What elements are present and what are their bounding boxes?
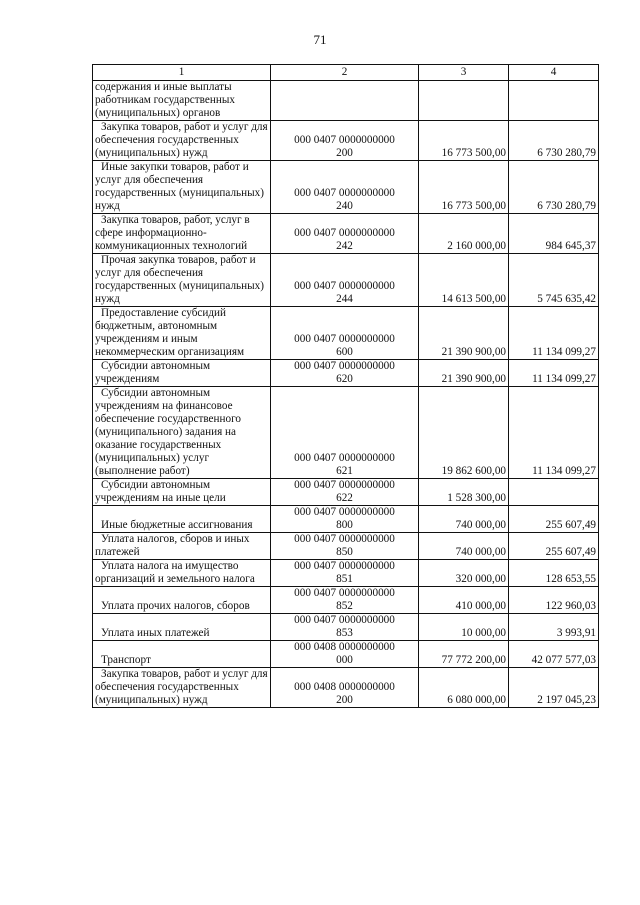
row-executed-amount: 255 607,49 <box>509 506 599 533</box>
row-code <box>271 214 419 254</box>
table-row <box>93 560 599 587</box>
row-executed-amount: 255 607,49 <box>509 533 599 560</box>
row-code-line: 000 0407 0000000000 <box>294 360 395 372</box>
row-name-text: Иные бюджетные ассигнования <box>101 519 253 531</box>
row-code-line: 621 <box>336 465 353 477</box>
row-plan-amount: 410 000,00 <box>419 587 509 614</box>
row-name <box>93 81 271 121</box>
column-header: 3 <box>419 65 509 81</box>
table-row <box>93 533 599 560</box>
row-name-text: Закупка товаров, работ, услуг в сфере информационно-коммуникационных технологий <box>95 214 250 252</box>
table-row <box>93 307 599 360</box>
row-code-line: 000 0407 0000000000 <box>294 479 395 491</box>
column-header: 2 <box>271 65 419 81</box>
row-name-text: Субсидии автономным учреждениям <box>95 360 211 385</box>
table-header-row <box>93 65 599 81</box>
row-name <box>93 479 271 506</box>
row-name-text: Уплата прочих налогов, сборов <box>101 600 250 612</box>
row-plan-amount: 1 528 300,00 <box>419 479 509 506</box>
table-row <box>93 360 599 387</box>
row-executed-amount: 128 653,55 <box>509 560 599 587</box>
row-name <box>93 560 271 587</box>
row-code <box>271 161 419 214</box>
row-name-text: содержания и иные выплаты работникам государственных (муниципальных) органов <box>95 81 235 119</box>
row-name <box>93 506 271 533</box>
row-code <box>271 533 419 560</box>
row-executed-amount: 2 197 045,23 <box>509 668 599 708</box>
row-code <box>271 81 419 121</box>
row-plan-amount: 16 773 500,00 <box>419 121 509 161</box>
row-executed-amount: 122 960,03 <box>509 587 599 614</box>
row-name-text: Субсидии автономным учреждениям на финансовое обеспечение государственного (муниципального) задания на оказание государственных (муниципальных) услуг (выполнение работ) <box>95 387 241 477</box>
row-code-line: 200 <box>336 694 353 706</box>
row-name <box>93 668 271 708</box>
row-code <box>271 587 419 614</box>
row-code-line: 851 <box>336 573 353 585</box>
page-number: 71 <box>313 32 327 47</box>
table-row <box>93 506 599 533</box>
row-executed-amount <box>509 81 599 121</box>
table-row <box>93 254 599 307</box>
row-name-text: Предоставление субсидий бюджетным, автономным учреждениям и иным некоммерческим организациям <box>95 307 245 358</box>
row-code-line: 000 0407 0000000000 <box>294 452 395 464</box>
row-code-line: 000 0407 0000000000 <box>294 227 395 239</box>
row-name <box>93 307 271 360</box>
row-executed-amount: 6 730 280,79 <box>509 121 599 161</box>
table-row <box>93 214 599 254</box>
row-code <box>271 254 419 307</box>
row-plan-amount: 16 773 500,00 <box>419 161 509 214</box>
row-code-line: 620 <box>336 373 353 385</box>
row-code-line: 852 <box>336 600 353 612</box>
row-executed-amount: 984 645,37 <box>509 214 599 254</box>
row-plan-amount: 740 000,00 <box>419 533 509 560</box>
row-code-line: 000 <box>336 654 353 666</box>
row-executed-amount: 6 730 280,79 <box>509 161 599 214</box>
row-plan-amount: 10 000,00 <box>419 614 509 641</box>
row-code-line: 000 0407 0000000000 <box>294 134 395 146</box>
row-name <box>93 360 271 387</box>
row-code <box>271 387 419 479</box>
row-code-line: 000 0407 0000000000 <box>294 187 395 199</box>
table-row <box>93 161 599 214</box>
row-code-line: 000 0408 0000000000 <box>294 681 395 693</box>
row-code <box>271 307 419 360</box>
column-header: 4 <box>509 65 599 81</box>
row-code-line: 850 <box>336 546 353 558</box>
table-row <box>93 81 599 121</box>
row-name <box>93 641 271 668</box>
row-code-line: 242 <box>336 240 353 252</box>
row-name <box>93 121 271 161</box>
row-name-text: Иные закупки товаров, работ и услуг для обеспечения государственных (муниципальных) нужд <box>95 161 264 212</box>
row-code-line: 000 0407 0000000000 <box>294 614 395 626</box>
row-name <box>93 254 271 307</box>
budget-table <box>92 64 599 708</box>
row-plan-amount: 21 390 900,00 <box>419 360 509 387</box>
row-code <box>271 506 419 533</box>
row-code-line: 853 <box>336 627 353 639</box>
table-row <box>93 641 599 668</box>
row-executed-amount: 11 134 099,27 <box>509 387 599 479</box>
row-plan-amount: 740 000,00 <box>419 506 509 533</box>
row-plan-amount: 320 000,00 <box>419 560 509 587</box>
row-code <box>271 560 419 587</box>
row-executed-amount: 3 993,91 <box>509 614 599 641</box>
row-code-line: 000 0407 0000000000 <box>294 333 395 345</box>
table-row <box>93 121 599 161</box>
row-code-line: 800 <box>336 519 353 531</box>
row-code-line: 244 <box>336 293 353 305</box>
row-code-line: 600 <box>336 346 353 358</box>
row-plan-amount: 21 390 900,00 <box>419 307 509 360</box>
row-executed-amount <box>509 479 599 506</box>
row-executed-amount: 11 134 099,27 <box>509 360 599 387</box>
row-name <box>93 587 271 614</box>
row-code <box>271 121 419 161</box>
row-name-text: Уплата налогов, сборов и иных платежей <box>95 533 250 558</box>
row-code <box>271 641 419 668</box>
row-code-line: 000 0407 0000000000 <box>294 587 395 599</box>
row-executed-amount: 42 077 577,03 <box>509 641 599 668</box>
row-code <box>271 668 419 708</box>
table-row <box>93 387 599 479</box>
row-plan-amount: 19 862 600,00 <box>419 387 509 479</box>
row-code-line: 000 0407 0000000000 <box>294 506 395 518</box>
row-name-text: Уплата налога на имущество организаций и земельного налога <box>95 560 255 585</box>
row-code-line: 200 <box>336 147 353 159</box>
row-code-line: 240 <box>336 200 353 212</box>
row-name <box>93 387 271 479</box>
row-name-text: Закупка товаров, работ и услуг для обеспечения государственных (муниципальных) нужд <box>95 121 268 159</box>
row-code <box>271 614 419 641</box>
row-name <box>93 214 271 254</box>
row-name-text: Прочая закупка товаров, работ и услуг для обеспечения государственных (муниципальных) нужд <box>95 254 264 305</box>
row-plan-amount: 2 160 000,00 <box>419 214 509 254</box>
column-header: 1 <box>93 65 271 81</box>
row-executed-amount: 5 745 635,42 <box>509 254 599 307</box>
row-plan-amount: 77 772 200,00 <box>419 641 509 668</box>
row-code-line: 000 0407 0000000000 <box>294 280 395 292</box>
table-row <box>93 614 599 641</box>
row-code-line: 000 0408 0000000000 <box>294 641 395 653</box>
row-code-line: 622 <box>336 492 353 504</box>
row-name <box>93 614 271 641</box>
row-code <box>271 479 419 506</box>
row-name <box>93 161 271 214</box>
table-row <box>93 668 599 708</box>
row-name-text: Транспорт <box>101 654 151 666</box>
row-plan-amount: 6 080 000,00 <box>419 668 509 708</box>
row-executed-amount: 11 134 099,27 <box>509 307 599 360</box>
row-plan-amount <box>419 81 509 121</box>
row-name-text: Уплата иных платежей <box>101 627 210 639</box>
row-code-line: 000 0407 0000000000 <box>294 533 395 545</box>
row-name-text: Закупка товаров, работ и услуг для обеспечения государственных (муниципальных) нужд <box>95 668 268 706</box>
row-name <box>93 533 271 560</box>
table-body <box>93 81 599 708</box>
row-code <box>271 360 419 387</box>
table-row <box>93 479 599 506</box>
table-row <box>93 587 599 614</box>
row-code-line: 000 0407 0000000000 <box>294 560 395 572</box>
row-name-text: Субсидии автономным учреждениям на иные цели <box>95 479 226 504</box>
row-plan-amount: 14 613 500,00 <box>419 254 509 307</box>
